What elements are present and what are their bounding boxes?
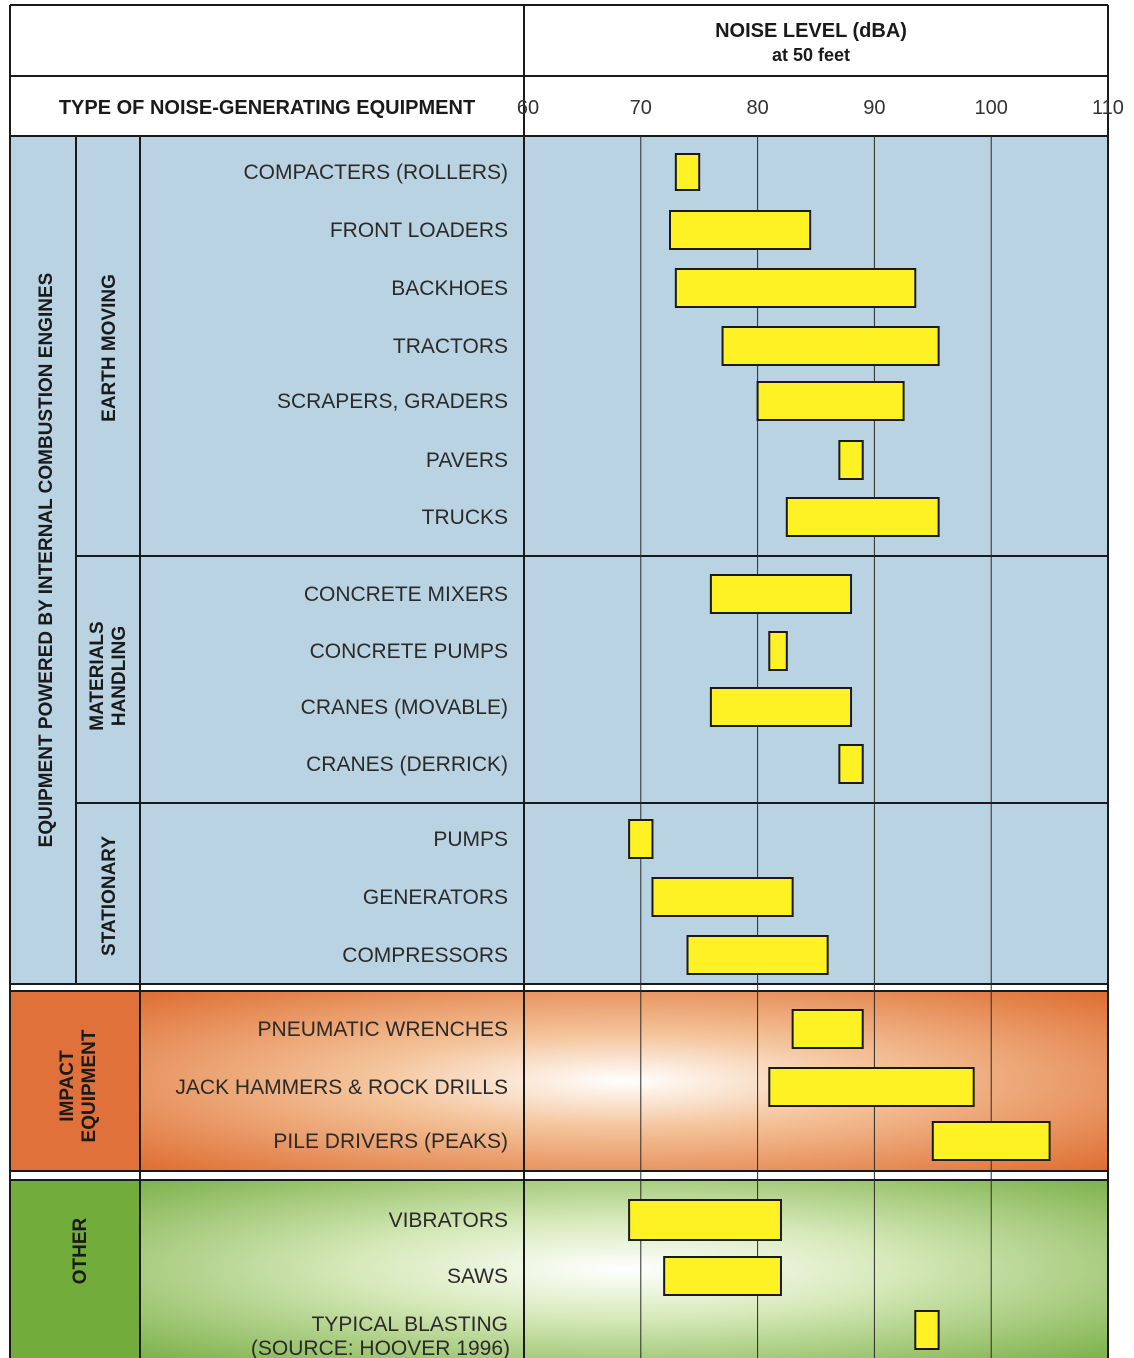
x-tick-label: 90 [863, 97, 886, 119]
group-label-other: OTHER [70, 1217, 91, 1285]
equipment-label: PUMPS [433, 828, 508, 851]
noise-range-bar [787, 498, 939, 536]
equipment-label: COMPACTERS (ROLLERS) [243, 161, 508, 184]
noise-range-bar [629, 820, 652, 858]
noise-range-bar [711, 575, 851, 613]
x-tick-label: 110 [1092, 97, 1124, 119]
noise-range-bar [839, 745, 862, 783]
noise-range-bar [758, 382, 904, 420]
materials-handling-label-line: MATERIALS [87, 621, 108, 731]
noise-range-bar [688, 936, 828, 974]
equipment-label: BACKHOES [391, 277, 508, 300]
x-tick-label: 80 [746, 97, 769, 119]
equipment-label: VIBRATORS [388, 1209, 508, 1232]
equipment-label: TYPICAL BLASTING [311, 1313, 508, 1336]
equipment-label: COMPRESSORS [342, 944, 508, 967]
impact-equipment-label-line: IMPACT [57, 1050, 78, 1122]
group-label-materials-handling [87, 621, 130, 730]
equipment-label: SAWS [446, 1265, 508, 1288]
x-axis-ticks [517, 97, 1124, 119]
noise-range-bar [676, 154, 699, 190]
x-tick-label: 100 [974, 97, 1008, 119]
equipment-label: PILE DRIVERS (PEAKS) [273, 1130, 508, 1153]
impact-equipment-label-line: EQUIPMENT [79, 1029, 100, 1143]
noise-range-bar [629, 1200, 781, 1240]
noise-range-bar [769, 1068, 973, 1106]
equipment-label: TRACTORS [392, 335, 508, 358]
equipment-label: GENERATORS [362, 886, 508, 909]
noise-range-bar [664, 1257, 781, 1295]
equipment-label: CONCRETE MIXERS [303, 583, 508, 606]
equipment-label: JACK HAMMERS & ROCK DRILLS [175, 1076, 508, 1099]
chart-title: NOISE LEVEL (dBA) [715, 20, 907, 42]
group-label-stationary: STATIONARY [99, 836, 120, 956]
materials-handling-label-line: HANDLING [109, 625, 130, 727]
noise-range-bar [839, 441, 862, 479]
category-header: TYPE OF NOISE-GENERATING EQUIPMENT [58, 97, 476, 119]
equipment-label: CONCRETE PUMPS [309, 640, 508, 663]
noise-range-bar [769, 632, 787, 670]
noise-range-bar [723, 327, 939, 365]
x-tick-label: 60 [516, 97, 540, 119]
section-other-glow [140, 1180, 1108, 1358]
noise-range-bar [676, 269, 915, 307]
equipment-label: PAVERS [425, 449, 508, 472]
equipment-label: FRONT LOADERS [329, 219, 508, 242]
equipment-label: PNEUMATIC WRENCHES [257, 1018, 508, 1041]
equipment-label-source: (SOURCE: HOOVER 1996) [250, 1337, 510, 1358]
equipment-label: CRANES (DERRICK) [306, 753, 508, 776]
equipment-label: TRUCKS [421, 506, 508, 529]
noise-range-bar [915, 1311, 938, 1349]
chart-subtitle: at 50 feet [771, 45, 851, 65]
group-label-earth-moving: EARTH MOVING [99, 274, 120, 422]
noise-range-bar [670, 211, 810, 249]
equipment-label: SCRAPERS, GRADERS [276, 390, 508, 413]
noise-range-bar [711, 688, 851, 726]
group-label-ice: EQUIPMENT POWERED BY INTERNAL COMBUSTION ENGINES [36, 272, 57, 848]
equipment-label: CRANES (MOVABLE) [300, 696, 508, 719]
noise-range-bar [793, 1010, 863, 1048]
section-ice-background [10, 136, 1108, 984]
noise-range-bar [652, 878, 792, 916]
x-tick-label: 70 [629, 97, 652, 119]
noise-range-bar [933, 1122, 1050, 1160]
